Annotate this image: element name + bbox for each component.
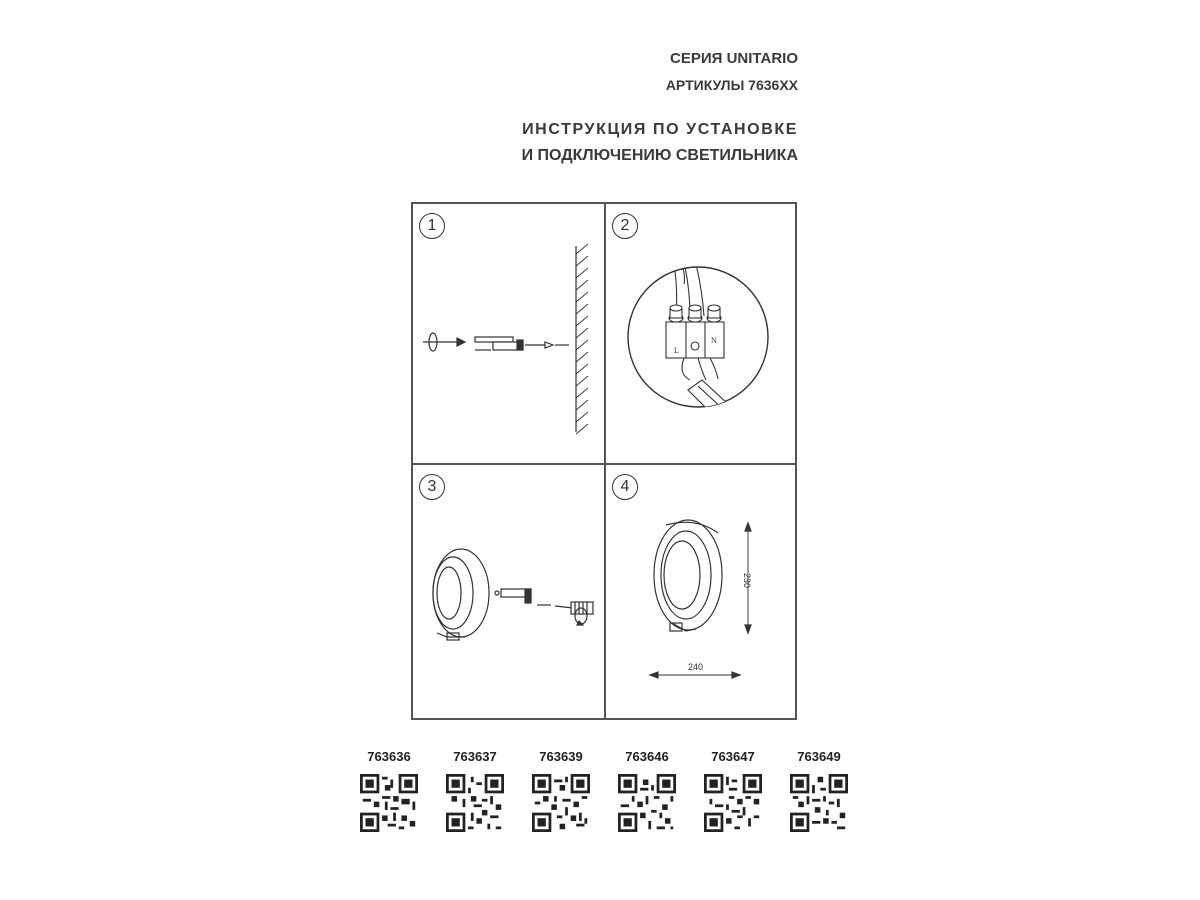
article-code-label: 763647 — [711, 749, 755, 764]
article-code-label: 763637 — [453, 749, 497, 764]
article-codes-row — [356, 749, 856, 839]
step-1-panel — [413, 204, 604, 461]
article-code-item — [356, 749, 422, 837]
series-title: СЕРИЯ UNITARIO — [670, 50, 798, 67]
step-3-number: 3 — [419, 474, 445, 500]
article-code-item — [700, 749, 766, 837]
step-4-panel — [606, 465, 797, 722]
qr-code-icon — [618, 774, 676, 832]
qr-code-icon — [790, 774, 848, 832]
terminal-label-n: N — [711, 336, 717, 345]
height-dimension-label: 230 — [742, 573, 752, 589]
fixture-mount-illustration — [413, 465, 604, 722]
instruction-title-line-1: ИНСТРУКЦИЯ ПО УСТАНОВКЕ — [522, 121, 798, 138]
article-code-label: 763639 — [539, 749, 583, 764]
step-2-panel — [606, 204, 797, 461]
step-2-number: 2 — [612, 213, 638, 239]
article-code-label: 763636 — [367, 749, 411, 764]
instruction-title-line-2: И ПОДКЛЮЧЕНИЮ СВЕТИЛЬНИКА — [521, 147, 798, 164]
qr-code-icon — [446, 774, 504, 832]
qr-code-icon — [704, 774, 762, 832]
articles-title: АРТИКУЛЫ 7636XX — [665, 77, 798, 93]
terminal-label-l: L — [674, 346, 679, 355]
dimensions-illustration — [606, 465, 797, 722]
article-code-item — [528, 749, 594, 837]
step-4-number: 4 — [612, 474, 638, 500]
qr-code-icon — [360, 774, 418, 832]
step-1-number: 1 — [419, 213, 445, 239]
article-code-label: 763646 — [625, 749, 669, 764]
article-code-item — [614, 749, 680, 837]
article-code-item — [442, 749, 508, 837]
qr-code-icon — [532, 774, 590, 832]
article-code-item — [786, 749, 852, 837]
article-code-label: 763649 — [797, 749, 841, 764]
step-3-panel — [413, 465, 604, 722]
wiring-illustration — [606, 204, 797, 461]
width-dimension-label: 240 — [688, 662, 704, 672]
instruction-grid — [411, 202, 797, 720]
wall-mount-illustration — [413, 204, 604, 461]
